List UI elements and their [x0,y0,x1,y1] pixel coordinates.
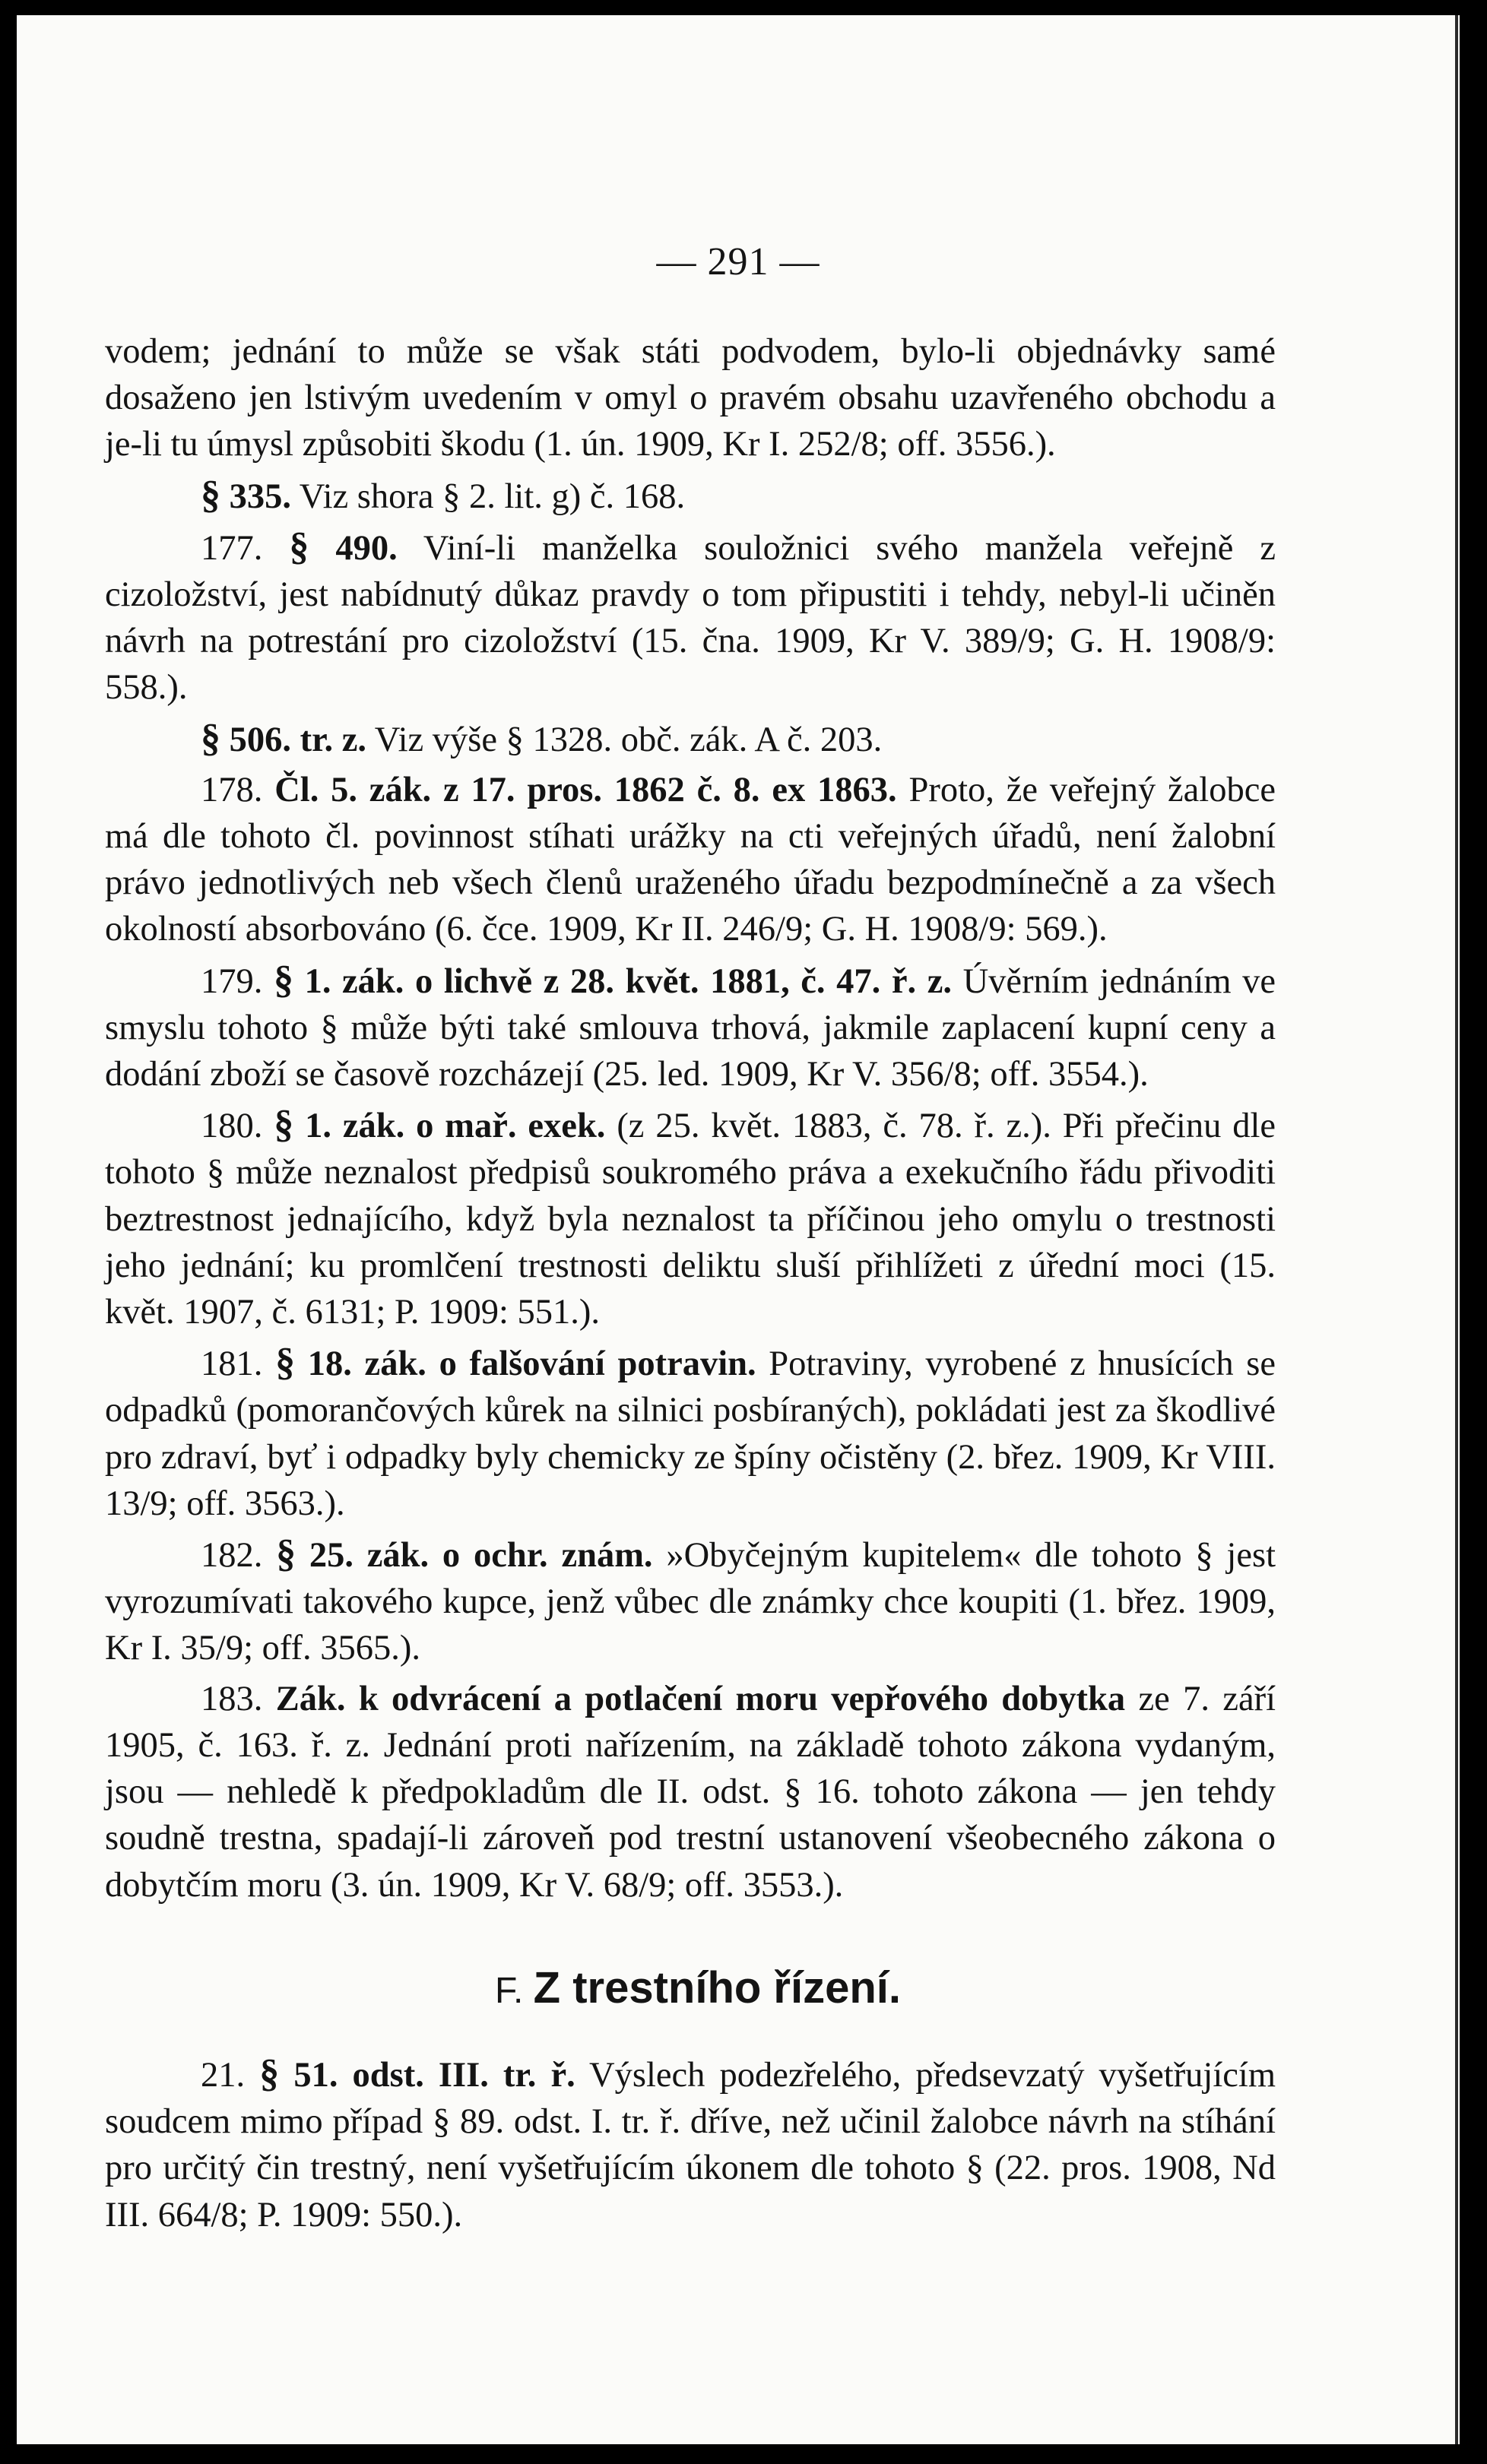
paragraph-text: Úvěrním jednáním ve smyslu tohoto § může býti také smlouva trhová, jakmile zaplacení kupní ceny a dodání zboží se časově rozcházejí (25. led. 1909, Kr V. 356/8; off. 3554.). [105,961,1276,1094]
paragraph-text: Potraviny, vyrobené z hnusících se odpadků (pomorančových kůrek na silnici posbíraných), pokládati jest za škodlivé pro zdraví, byť i odpadky byly chemicky ze špíny očistěny (2. břez. 1909, Kr VIII. 13/9; off. 3563.). [105,1344,1276,1523]
section-heading-title: Z trestního řízení. [533,1962,902,2013]
section-sign: § [259,2051,280,2095]
paragraph-bold-reference: 1. zák. o mař. exek. [305,1107,606,1146]
paragraph-text: ze 7. září 1905, č. 163. ř. z. Jednání proti nařízením, na základě tohoto zákona vydaným, jsou — nehledě k předpokladům dle II. odst. § 16. tohoto zákona — jen tehdy soudně trestna, spadají-li zároveň pod trestní ustanovení všeobecného zákona o dobytčím moru (3. ún. 1909, Kr V. 68/9; off. 3553.). [105,1679,1276,1905]
section-sign: § [289,524,309,568]
section-sign: § [273,958,293,1002]
paragraph-bold-reference: Čl. 5. zák. z 17. pros. 1862 č. 8. ex 1863. [274,770,897,809]
paragraph-bold-reference: 51. odst. III. tr. ř. [293,2055,575,2095]
paragraph [105,957,1276,1098]
paragraph [105,524,1276,711]
paragraph-text: Proto, že veřejný žalobce má dle tohoto čl. povinnost stíhati urážky na cti veřejných úřadů, není žalobní právo jednotlivých neb všech členů uraženého úřadu bezpodmínečně a za všech okolností absorbováno (6. čce. 1909, Kr II. 246/9; G. H. 1908/9: 569.). [105,770,1276,949]
page-number: — 291 — [656,240,820,283]
paragraph-number: 181. [201,1344,276,1384]
paragraph [105,328,1276,468]
section-sign: § [201,473,220,517]
paragraph-number: 179. [201,961,274,1001]
paragraph [105,1101,1276,1335]
paragraph [105,767,1276,953]
paragraph [105,2051,1276,2238]
paragraph-text: Viz shora § 2. lit. g) č. 168. [291,477,686,516]
paragraph-bold-reference: 506. tr. z. [229,720,366,759]
paragraph-bold-reference: 490. [335,528,398,568]
paragraph-bold-reference: Zák. k odvrácení a potlačení moru vepřového dobytka [275,1679,1126,1718]
paragraph-number: 21. [201,2055,260,2095]
paragraph [105,1676,1276,1908]
page-body [105,328,1276,2242]
paragraph [105,715,1276,763]
paragraph-text: Viz výše § 1328. obč. zák. A č. 203. [366,720,883,759]
paragraph-bold-reference: 335. [229,477,291,516]
paragraph-text: Viní-li manželka souložnici svého manžela veřejně z cizoložství, jest nabídnutý důkaz pravdy o tom připustiti i tehdy, nebyl-li učiněn návrh na potrestání pro cizoložství (15. čna. 1909, Kr V. 389/9; G. H. 1908/9: 558.). [105,528,1276,708]
paragraph-text: (z 25. květ. 1883, č. 78. ř. z.). Při přečinu dle tohoto § může neznalost předpisů soukromého práva a exekučního řádu přivoditi beztrestnost jednajícího, když byla neznalost ta příčinou jeho omylu o trestnosti jeho jednání; ku promlčení trestnosti deliktu sluší přihlížeti z úřední moci (15. květ. 1907, č. 6131; P. 1909: 551.). [105,1107,1276,1332]
paragraph-number: 180. [201,1107,274,1146]
section-sign: § [201,716,220,760]
paragraph [105,472,1276,520]
paragraph-bold-reference: 1. zák. o lichvě z 28. květ. 1881, č. 47. ř. z. [304,961,952,1001]
paragraph-bold-reference: 25. zák. o ochr. znám. [309,1536,653,1576]
paragraph-text: vodem; jednání to může se však státi podvodem, bylo-li objednávky samé dosaženo jen lstivým uvedením v omyl o pravém obsahu uzavřeného obchodu a je-li tu úmysl způsobiti škodu (1. ún. 1909, Kr I. 252/8; off. 3556.). [105,332,1276,464]
section-sign: § [275,1341,296,1385]
paragraph [105,1339,1276,1527]
book-page [17,15,1460,2444]
section-heading-letter: F. [494,1970,524,2011]
paragraph-number: 177. [201,528,290,568]
paragraph-text: Výslech podezřelého, předsevzatý vyšetřujícím soudcem mimo případ § 89. odst. I. tr. ř. dříve, než učinil žalobce návrh na stíhání pro určitý čin trestný, není vyšetřujícím úkonem dle tohoto § (22. pros. 1908, Nd III. 664/8; P. 1909: 550.). [105,2055,1276,2234]
paragraph [105,1531,1276,1672]
section-heading [105,1962,1276,2014]
paragraph-bold-reference: 18. zák. o falšování potravin. [307,1344,756,1384]
paragraph-text: »Obyčejným kupitelem« dle tohoto § jest vyrozumívati takového kupce, jenž vůbec dle známky chce koupiti (1. břez. 1909, Kr I. 35/9; off. 3565.). [105,1536,1276,1668]
paragraph-number: 182. [201,1536,277,1576]
page-edge-shadow [1455,15,1458,2444]
section-sign: § [274,1103,294,1147]
section-sign: § [276,1532,296,1576]
paragraph-number: 178. [201,770,275,809]
paragraph-number: 183. [201,1679,276,1718]
